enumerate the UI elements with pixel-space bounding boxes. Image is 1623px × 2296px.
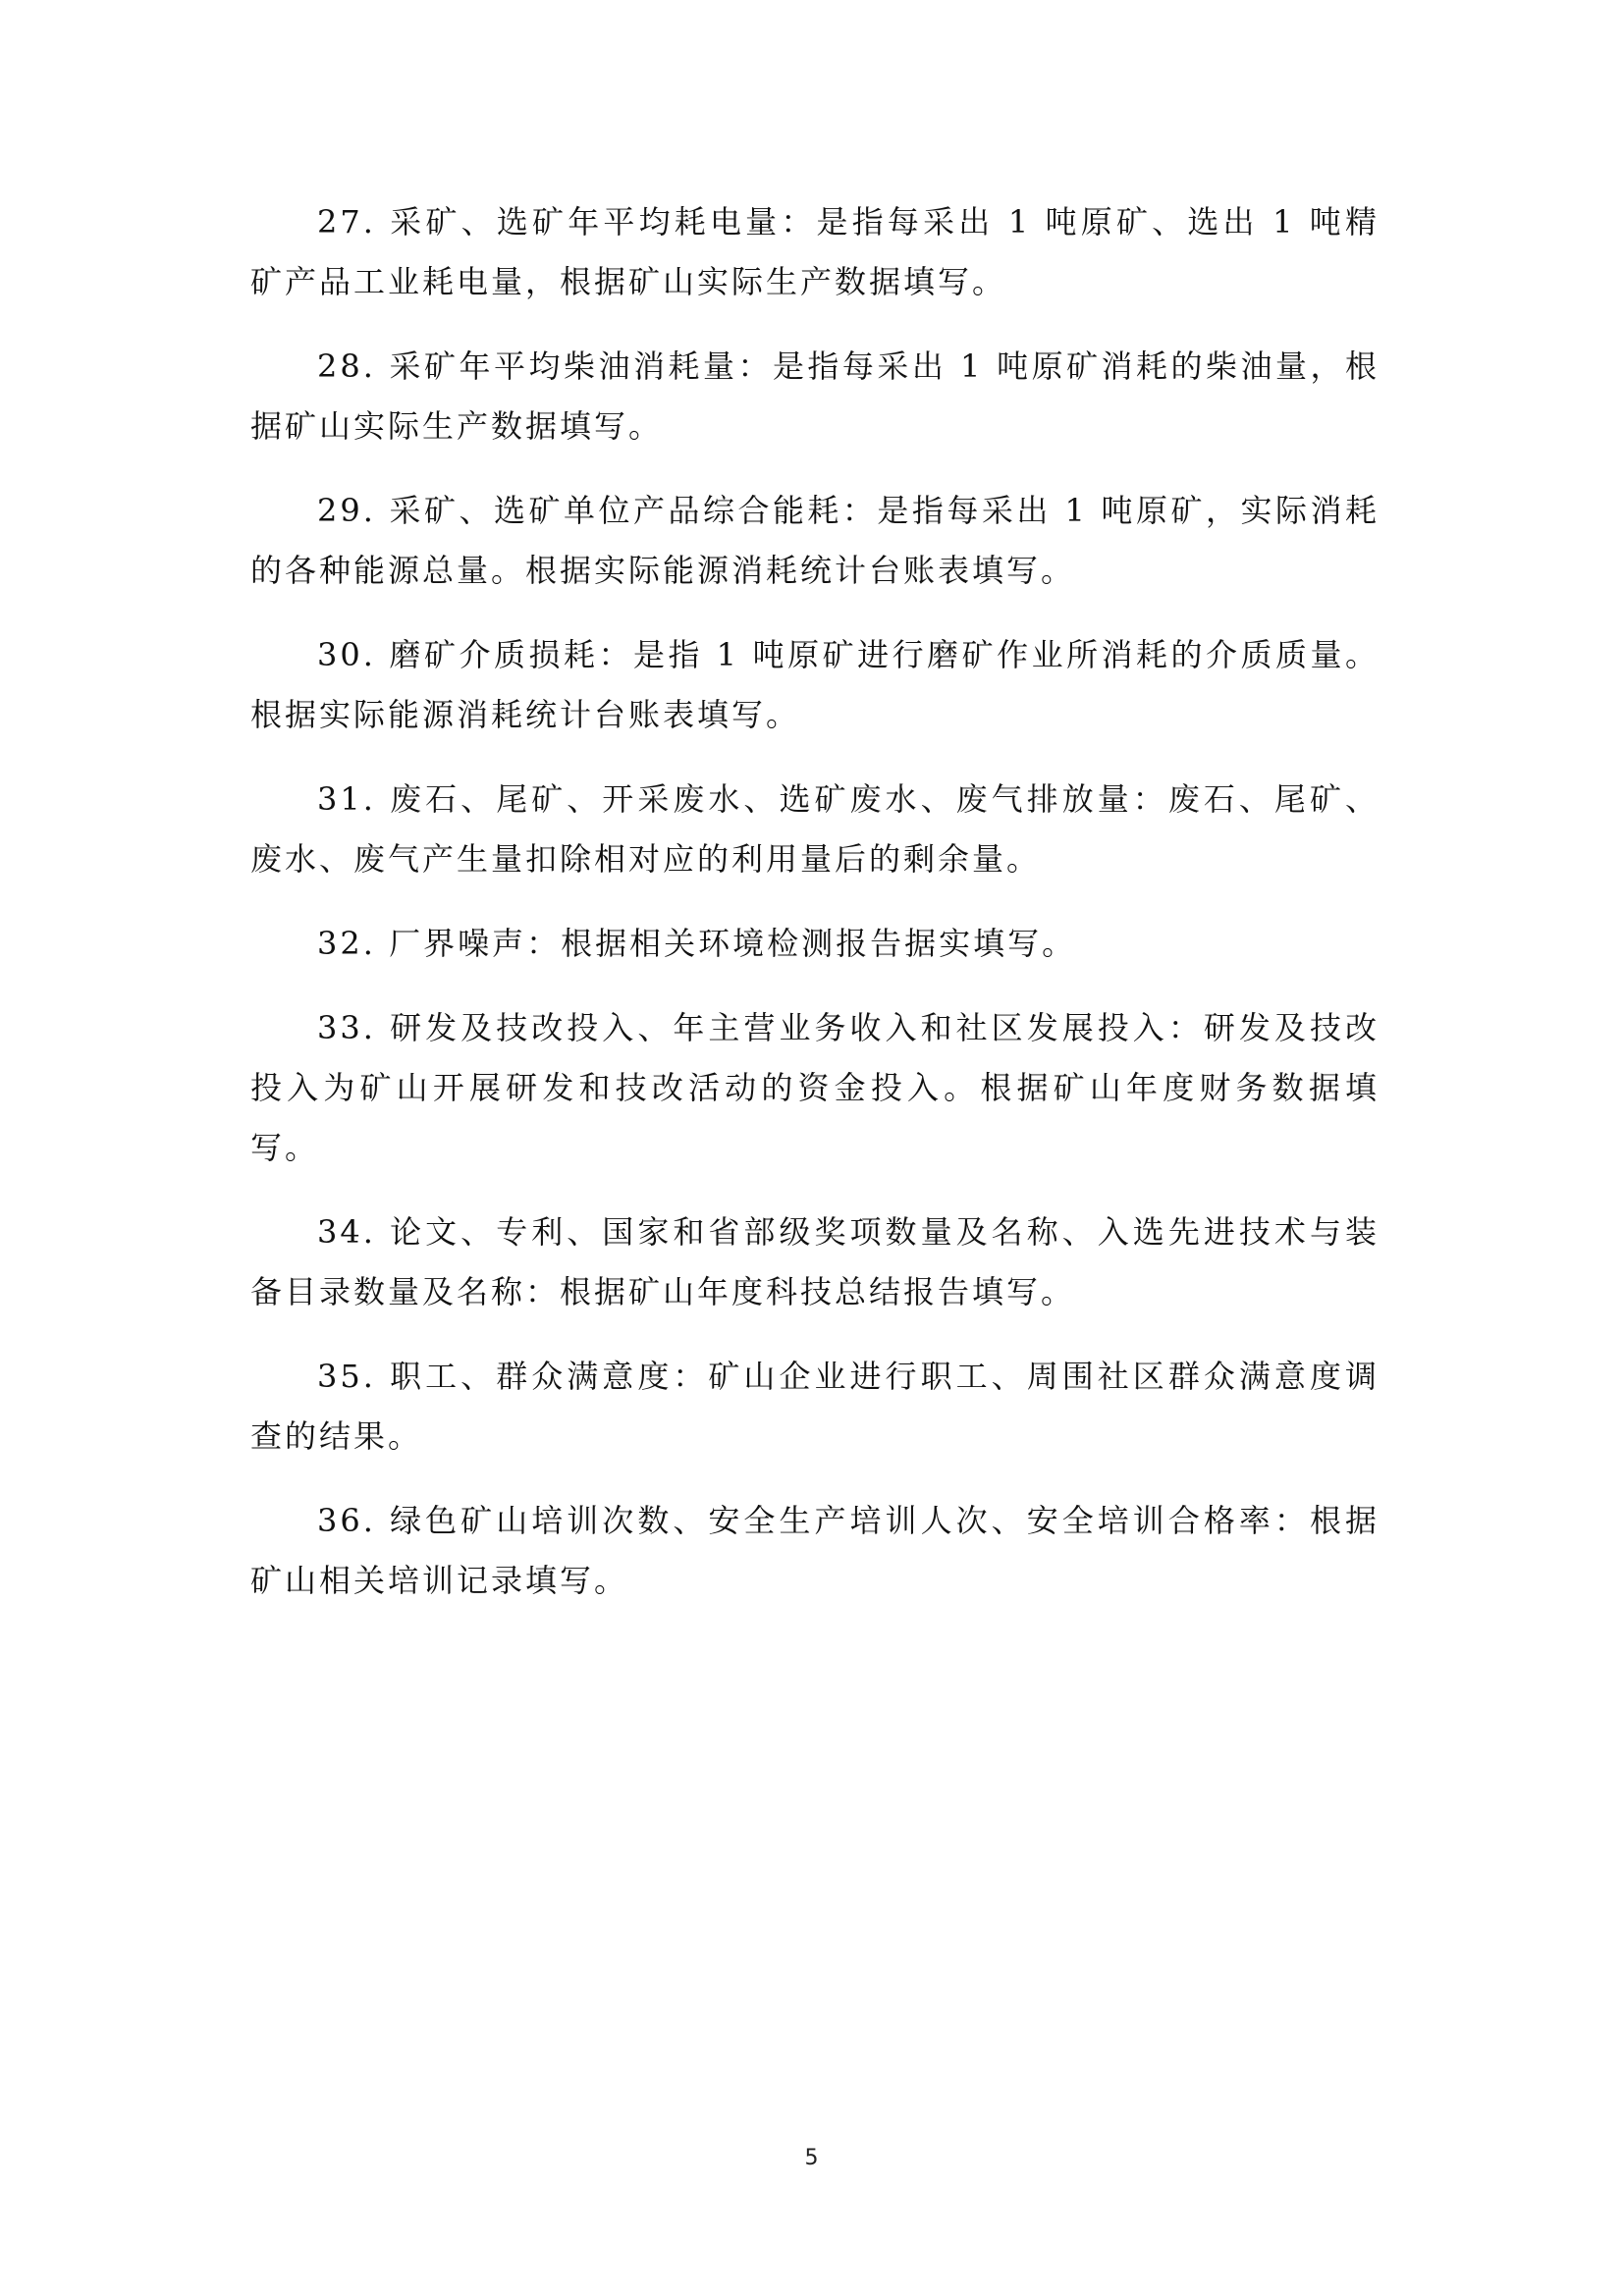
paragraph-35: 35. 职工、群众满意度：矿山企业进行职工、周围社区群众满意度调查的结果。	[250, 1358, 1380, 1455]
paragraph-36: 36. 绿色矿山培训次数、安全生产培训人次、安全培训合格率：根据矿山相关培训记录填写。	[250, 1502, 1380, 1599]
paragraph-33: 33. 研发及技改投入、年主营业务收入和社区发展投入：研发及技改投入为矿山开展研发和技改活动的资金投入。根据矿山年度财务数据填写。	[250, 1009, 1380, 1166]
document-body	[250, 192, 1380, 1635]
paragraph-27: 27. 采矿、选矿年平均耗电量：是指每采出 1 吨原矿、选出 1 吨精矿产品工业耗电量，根据矿山实际生产数据填写。	[250, 203, 1380, 300]
paragraph-32: 32. 厂界噪声：根据相关环境检测报告据实填写。	[317, 925, 1077, 962]
paragraph-31: 31. 废石、尾矿、开采废水、选矿废水、废气排放量：废石、尾矿、废水、废气产生量扣除相对应的利用量后的剩余量。	[250, 780, 1380, 878]
paragraph-30: 30. 磨矿介质损耗：是指 1 吨原矿进行磨矿作业所消耗的介质质量。根据实际能源消耗统计台账表填写。	[250, 636, 1380, 733]
paragraph-29: 29. 采矿、选矿单位产品综合能耗：是指每采出 1 吨原矿，实际消耗的各种能源总量。根据实际能源消耗统计台账表填写。	[250, 492, 1380, 589]
paragraph-34: 34. 论文、专利、国家和省部级奖项数量及名称、入选先进技术与装备目录数量及名称：根据矿山年度科技总结报告填写。	[250, 1213, 1380, 1310]
page-number: 5	[804, 2146, 819, 2170]
paragraph-28: 28. 采矿年平均柴油消耗量：是指每采出 1 吨原矿消耗的柴油量，根据矿山实际生产数据填写。	[250, 347, 1380, 445]
